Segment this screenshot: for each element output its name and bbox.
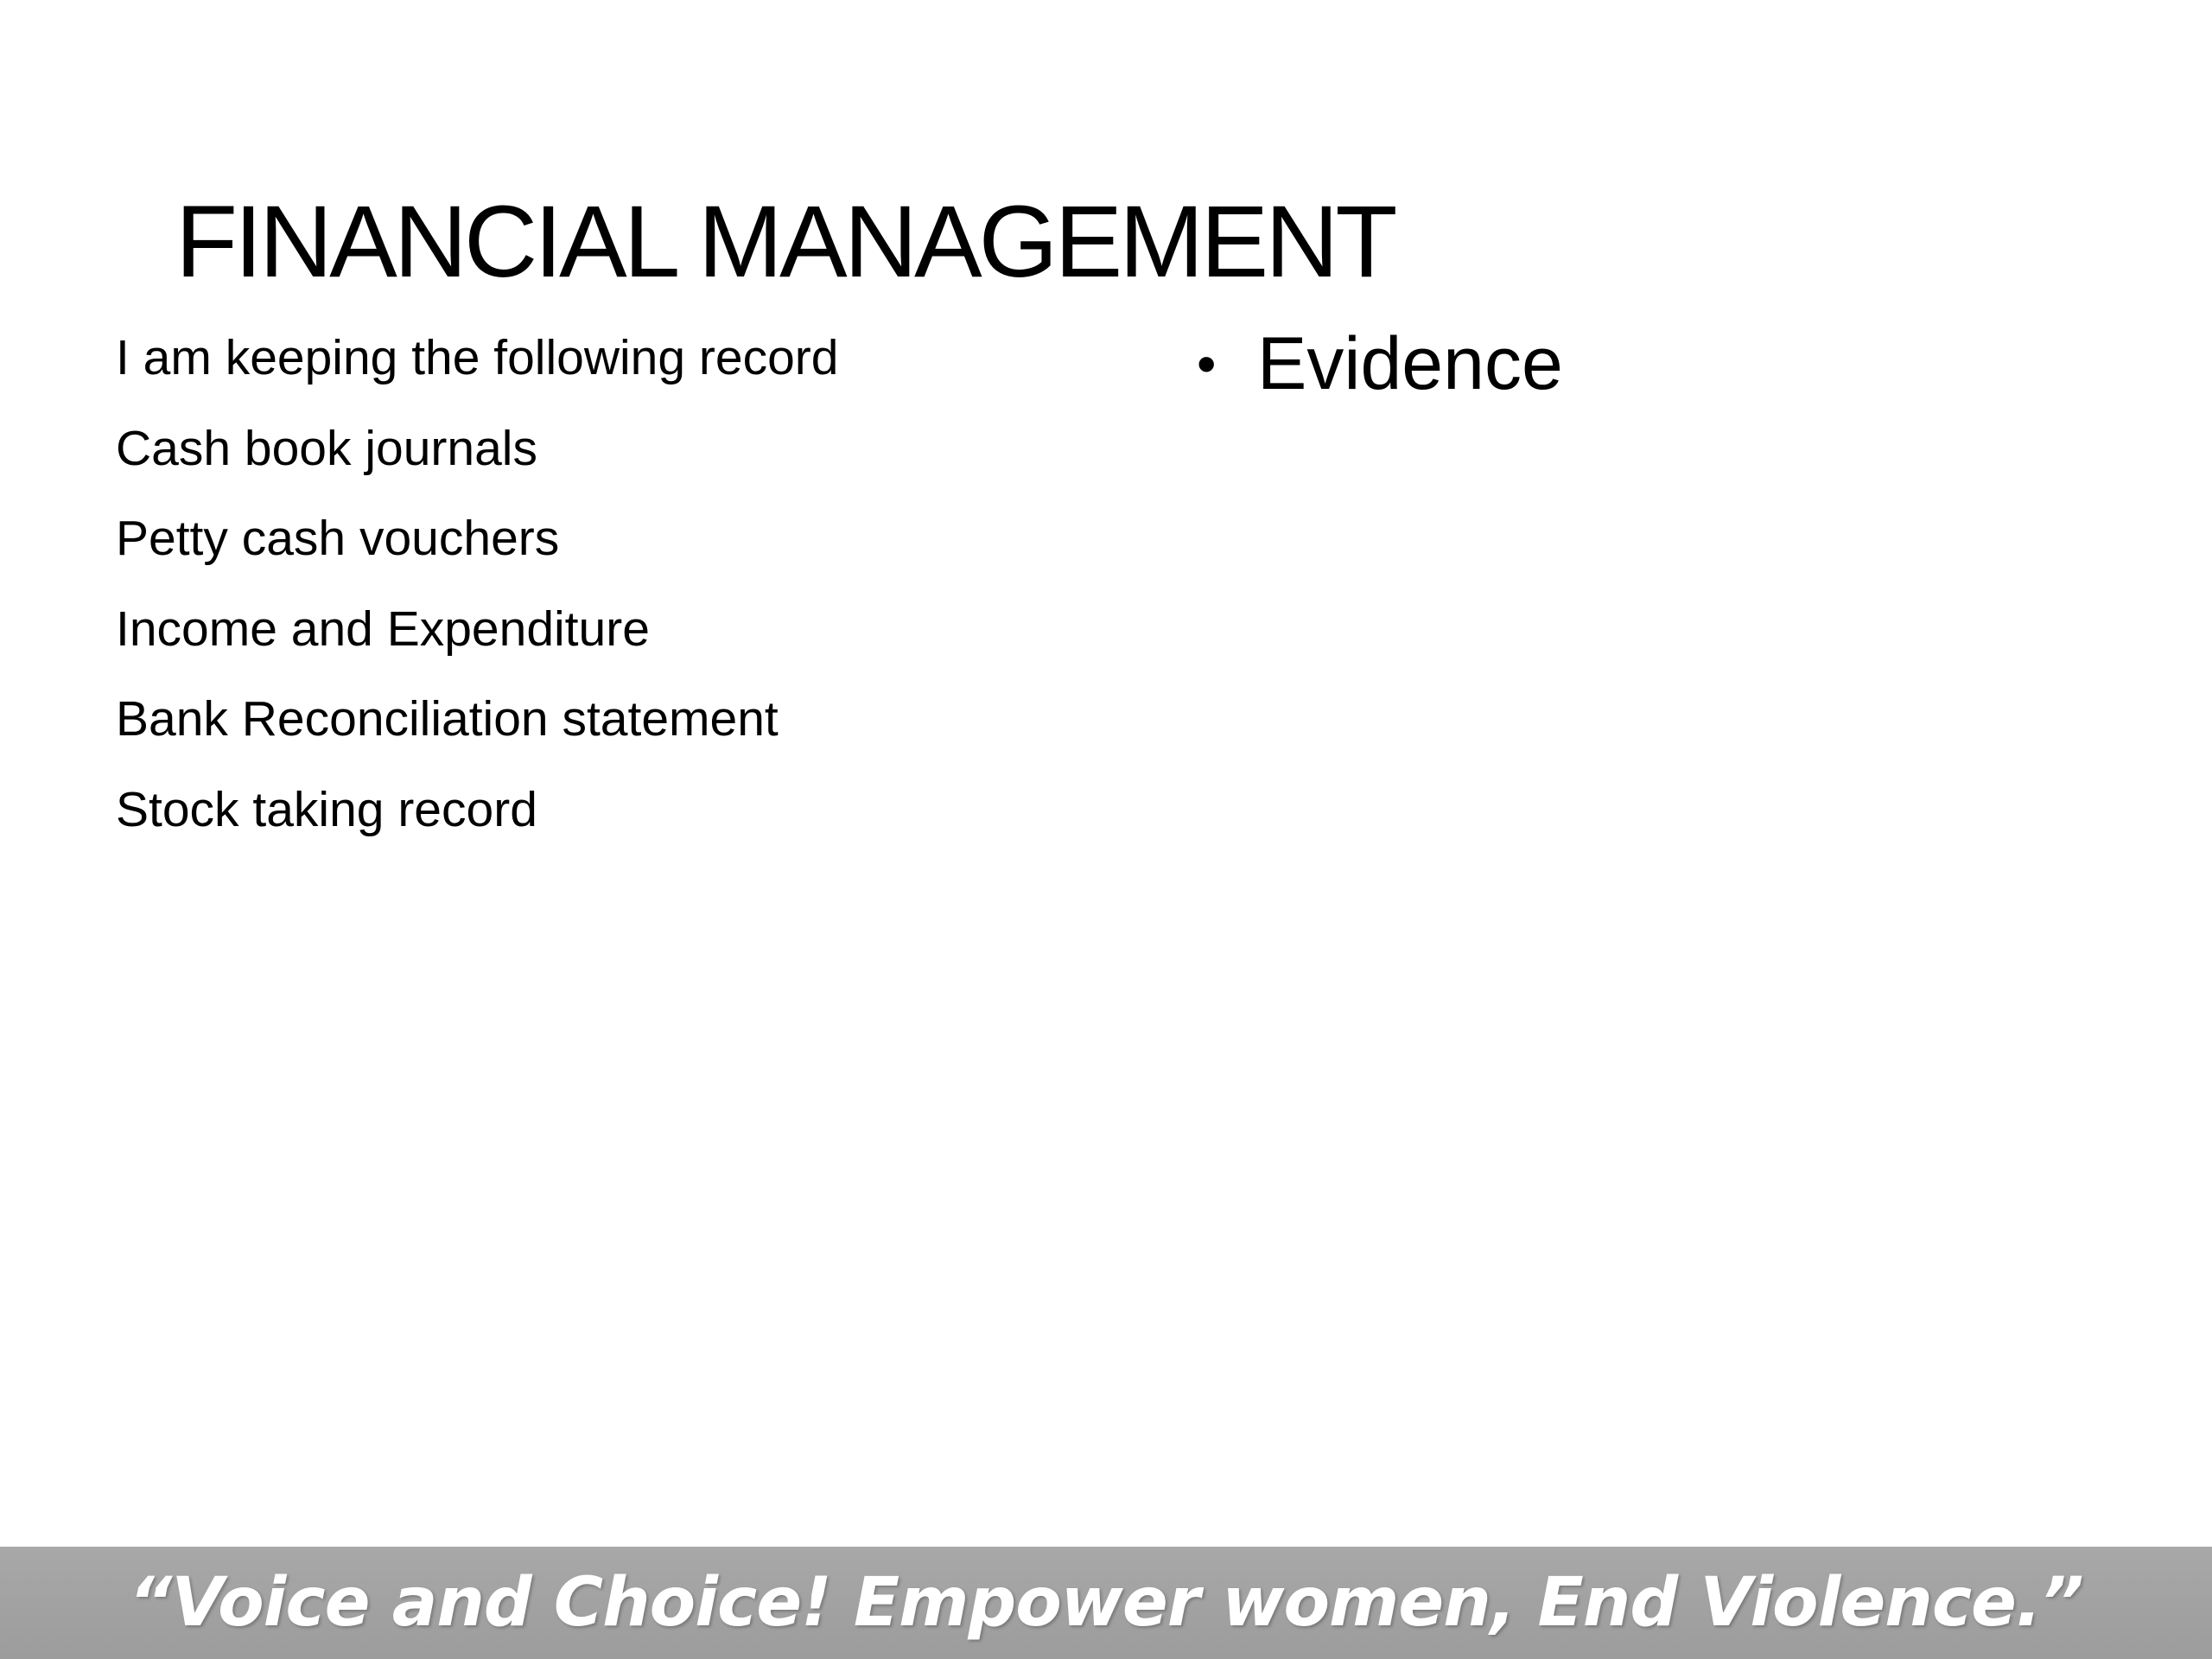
slide-title: FINANCIAL MANAGEMENT xyxy=(175,185,1395,299)
evidence-label: Evidence xyxy=(1257,322,1563,405)
bullet-icon: • xyxy=(1197,333,1217,395)
list-item: Bank Reconciliation statement xyxy=(116,691,779,747)
list-item: Cash book journals xyxy=(116,420,537,476)
list-item: Stock taking record xyxy=(116,781,537,837)
footer-slogan: “Voice and Choice! Empower women, End Violence.” xyxy=(129,1564,2083,1642)
evidence-list xyxy=(1197,316,1563,411)
list-item: Income and Expenditure xyxy=(116,601,650,657)
footer-banner xyxy=(0,1547,2212,1659)
list-item: I am keeping the following record xyxy=(116,330,839,385)
list-item: Petty cash vouchers xyxy=(116,511,560,566)
list-item xyxy=(1197,316,1563,411)
records-list xyxy=(116,313,838,855)
